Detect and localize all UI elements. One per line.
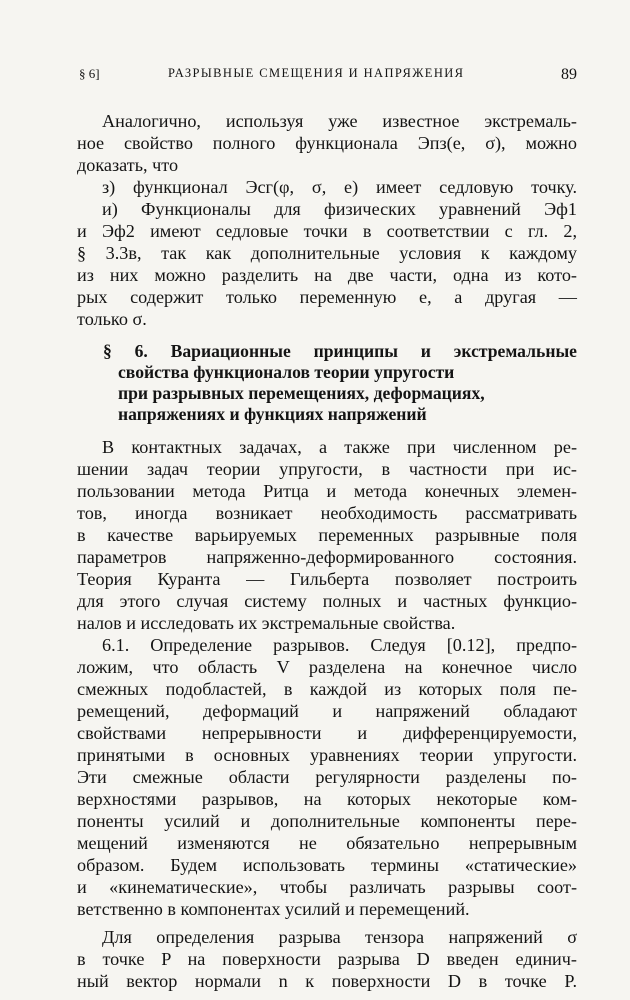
text-line: мещений изменяются не обязательно непрерывным — [77, 833, 577, 853]
text-line: параметров напряженно-деформированного состояния. — [77, 547, 577, 567]
page-number: 89 — [561, 66, 577, 83]
text-line: в качестве варьируемых переменных разрывные поля — [77, 525, 577, 545]
section-heading-line: напряжениях и функциях напряжений — [118, 404, 427, 424]
text-line: шении задач теории упругости, в частности при ис- — [77, 459, 577, 479]
section-heading-line: § 6. Вариационные принципы и экстремальные — [103, 341, 577, 361]
text-line: пользовании метода Ритца и метода конечных элемен- — [77, 481, 577, 501]
text-line: свойствами непрерывности и дифференцируемости, — [77, 723, 577, 743]
text-line: Теория Куранта — Гильберта позволяет построить — [77, 569, 577, 589]
text-line: ложим, что область V разделена на конечное число — [77, 657, 577, 677]
text-line: только σ. — [77, 309, 147, 329]
text-line: доказать, что — [77, 155, 179, 175]
text-line: налов и исследовать их экстремальные свойства. — [77, 613, 456, 633]
text-line: принятыми в основных уравнениях теории упругости. — [77, 745, 577, 765]
text-line: з) функционал Эсг(φ, σ, e) имеет седловую точку. — [102, 177, 577, 197]
text-line: тов, иногда возникает необходимость рассматривать — [77, 503, 577, 523]
text-line: Эти смежные области регулярности разделены по- — [77, 767, 577, 787]
text-line: образом. Будем использовать термины «статические» — [77, 855, 577, 875]
text-line: и «кинематические», чтобы различать разрывы соот- — [77, 877, 577, 897]
text-line: смежных подобластей, в каждой из которых поля пе- — [77, 679, 577, 699]
text-line: ремещений, деформаций и напряжений обладают — [77, 701, 577, 721]
text-line: ное свойство полного функционала Эпз(e, σ), можно — [77, 133, 577, 153]
text-line: для этого случая систему полных и частных функцио- — [77, 591, 577, 611]
section-heading-line: свойства функционалов теории упругости — [118, 362, 455, 382]
text-line: Для определения разрыва тензора напряжений σ — [102, 927, 577, 947]
running-head-title: РАЗРЫВНЫЕ СМЕЩЕНИЯ И НАПРЯЖЕНИЯ — [168, 66, 465, 80]
text-line: в точке P на поверхности разрыва D введен единич- — [77, 949, 577, 969]
running-head-section: § 6] — [79, 66, 100, 81]
text-line: Аналогично, используя уже известное экстремаль- — [102, 111, 577, 131]
text-line: рых содержит только переменную e, а другая — — [77, 287, 577, 307]
text-line: и) Функционалы для физических уравнений Эф1 — [102, 199, 577, 219]
text-line: § 3.3в, так как дополнительные условия к каждому — [77, 243, 577, 263]
text-line: поненты усилий и дополнительные компоненты пере- — [77, 811, 577, 831]
text-line: ветственно в компонентах усилий и перемещений. — [77, 899, 470, 919]
text-line: верхностями разрывов, на которых некоторые ком- — [77, 789, 577, 809]
section-heading-line: при разрывных перемещениях, деформациях, — [118, 383, 485, 403]
text-line: ный вектор нормали n к поверхности D в точке P. — [77, 971, 577, 991]
text-line: В контактных задачах, а также при численном ре- — [102, 437, 577, 457]
text-line: 6.1. Определение разрывов. Следуя [0.12], предпо- — [102, 635, 577, 655]
text-line: и Эф2 имеют седловые точки в соответствии с гл. 2, — [77, 221, 577, 241]
text-line: из них можно разделить на две части, одна из кото- — [77, 265, 577, 285]
